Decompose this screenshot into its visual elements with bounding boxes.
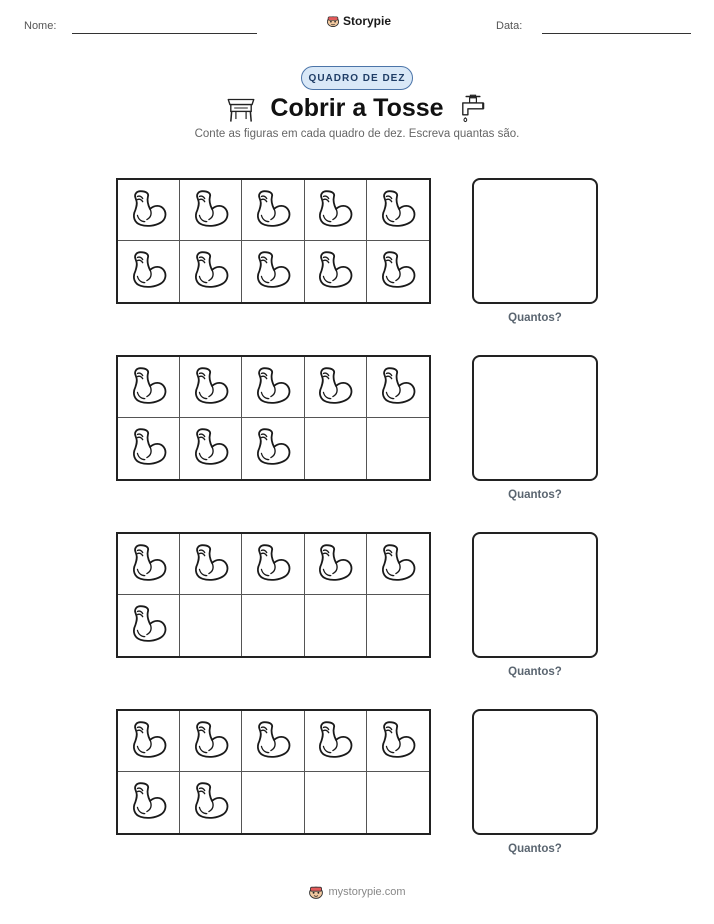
ten-frame-cell	[305, 711, 367, 772]
ten-frame-cell	[305, 418, 367, 479]
flexed-biceps-icon	[252, 425, 294, 472]
flexed-biceps-icon	[252, 541, 294, 588]
flexed-biceps-icon	[252, 718, 294, 765]
flexed-biceps-icon	[128, 187, 170, 234]
answer-box-1[interactable]	[472, 178, 598, 304]
flexed-biceps-icon	[377, 541, 419, 588]
flexed-biceps-icon	[190, 718, 232, 765]
ten-frame-cell	[180, 595, 242, 656]
answer-label-1: Quantos?	[508, 312, 562, 324]
storypie-logo	[326, 14, 391, 28]
ten-frame-cell	[305, 772, 367, 833]
flexed-biceps-icon	[128, 602, 170, 649]
ten-frame-cell	[180, 241, 242, 302]
ten-frame-cell	[180, 180, 242, 241]
flexed-biceps-icon	[314, 364, 356, 411]
ten-frame-cell	[118, 357, 180, 418]
ten-frame-cell	[367, 241, 429, 302]
flexed-biceps-icon	[314, 187, 356, 234]
ten-frame-cell	[118, 595, 180, 656]
ten-frame-cell	[118, 534, 180, 595]
ten-frame-1	[116, 178, 431, 304]
answer-box-2[interactable]	[472, 355, 598, 481]
flexed-biceps-icon	[252, 364, 294, 411]
flexed-biceps-icon	[128, 248, 170, 295]
ten-frame-cell	[305, 595, 367, 656]
ten-frame-cell	[180, 711, 242, 772]
name-label: Nome:	[24, 20, 57, 32]
brand-name: Storypie	[343, 14, 392, 28]
ten-frame-cell	[367, 418, 429, 479]
ten-frame-cell	[242, 711, 304, 772]
flexed-biceps-icon	[128, 779, 170, 826]
flexed-biceps-icon	[128, 364, 170, 411]
ten-frame-cell	[242, 357, 304, 418]
ten-frame-cell	[242, 534, 304, 595]
ten-frame-cell	[367, 711, 429, 772]
answer-box-4[interactable]	[472, 709, 598, 835]
ten-frame-cell	[180, 772, 242, 833]
flexed-biceps-icon	[377, 718, 419, 765]
ten-frame-cell	[118, 418, 180, 479]
flexed-biceps-icon	[314, 718, 356, 765]
name-line[interactable]	[72, 33, 257, 34]
ten-frame-2	[116, 355, 431, 481]
ten-frame-cell	[118, 772, 180, 833]
ten-frame-cell	[242, 595, 304, 656]
flexed-biceps-icon	[190, 248, 232, 295]
ten-frame-4	[116, 709, 431, 835]
ten-frame-cell	[242, 418, 304, 479]
desk-icon	[224, 91, 258, 125]
ten-frame-cell	[305, 241, 367, 302]
flexed-biceps-icon	[377, 187, 419, 234]
ten-frame-cell	[118, 180, 180, 241]
flexed-biceps-icon	[190, 364, 232, 411]
footer-url[interactable]: mystorypie.com	[328, 886, 406, 898]
flexed-biceps-icon	[190, 425, 232, 472]
instructions: Conte as figuras em cada quadro de dez. Escreva quantas são.	[194, 128, 520, 140]
flexed-biceps-icon	[377, 364, 419, 411]
flexed-biceps-icon	[128, 425, 170, 472]
answer-label-4: Quantos?	[508, 843, 562, 855]
answer-label-3: Quantos?	[508, 666, 562, 678]
answer-box-3[interactable]	[472, 532, 598, 658]
ten-frame-cell	[367, 180, 429, 241]
ten-frame-cell	[305, 180, 367, 241]
ten-frame-cell	[367, 595, 429, 656]
flexed-biceps-icon	[252, 248, 294, 295]
flexed-biceps-icon	[190, 187, 232, 234]
answer-label-2: Quantos?	[508, 489, 562, 501]
ten-frame-cell	[180, 534, 242, 595]
flexed-biceps-icon	[314, 541, 356, 588]
category-pill: QUADRO DE DEZ	[301, 66, 413, 90]
ten-frame-cell	[367, 772, 429, 833]
ten-frame-cell	[367, 357, 429, 418]
flexed-biceps-icon	[252, 187, 294, 234]
ten-frame-3	[116, 532, 431, 658]
title-row	[0, 90, 714, 126]
ten-frame-cell	[180, 357, 242, 418]
ten-frame-cell	[118, 711, 180, 772]
ten-frame-cell	[305, 534, 367, 595]
ten-frame-cell	[242, 241, 304, 302]
ten-frame-cell	[305, 357, 367, 418]
ten-frame-cell	[242, 772, 304, 833]
flexed-biceps-icon	[190, 779, 232, 826]
storypie-mascot-icon	[308, 884, 324, 900]
flexed-biceps-icon	[190, 541, 232, 588]
ten-frame-cell	[180, 418, 242, 479]
date-label: Data:	[496, 20, 523, 32]
flexed-biceps-icon	[128, 541, 170, 588]
faucet-icon	[456, 91, 490, 125]
ten-frame-cell	[242, 180, 304, 241]
storypie-mascot-icon	[326, 14, 340, 28]
footer	[0, 884, 714, 900]
date-line[interactable]	[542, 33, 691, 34]
ten-frame-cell	[367, 534, 429, 595]
flexed-biceps-icon	[314, 248, 356, 295]
ten-frame-cell	[118, 241, 180, 302]
flexed-biceps-icon	[377, 248, 419, 295]
flexed-biceps-icon	[128, 718, 170, 765]
page-title: Cobrir a Tosse	[270, 93, 444, 122]
